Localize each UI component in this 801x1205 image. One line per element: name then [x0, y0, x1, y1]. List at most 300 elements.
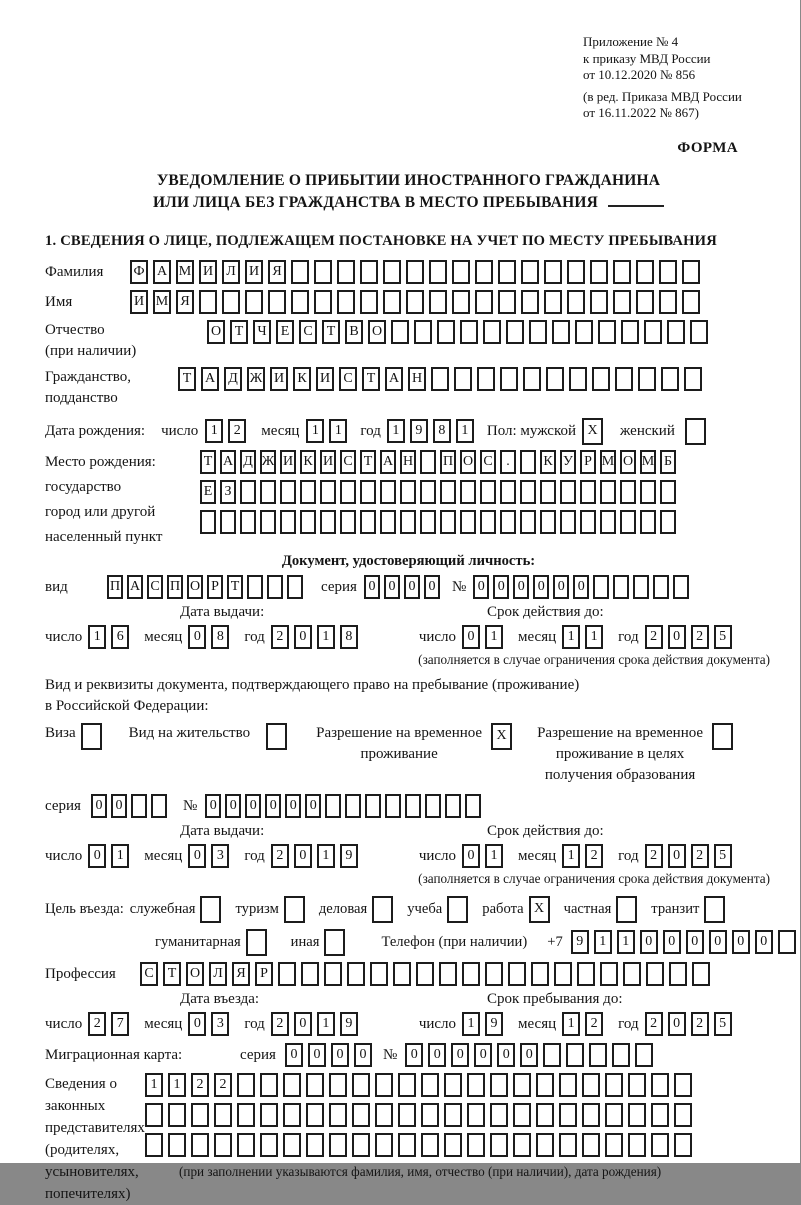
char-box[interactable]: О — [186, 962, 204, 986]
char-box[interactable] — [674, 1073, 692, 1097]
char-box[interactable] — [306, 1133, 324, 1157]
char-box[interactable]: 0 — [285, 1043, 303, 1067]
char-box[interactable]: 0 — [640, 930, 658, 954]
char-box[interactable]: 5 — [714, 625, 732, 649]
checkbox-cell[interactable] — [81, 723, 102, 750]
char-box[interactable] — [301, 962, 319, 986]
char-box[interactable]: Я — [176, 290, 194, 314]
char-box[interactable]: Я — [232, 962, 250, 986]
char-box[interactable]: М — [640, 450, 656, 474]
checkbox-cell[interactable] — [324, 929, 345, 956]
char-box[interactable]: 1 — [585, 625, 603, 649]
char-box[interactable]: С — [339, 367, 357, 391]
checkbox-cell[interactable] — [284, 896, 305, 923]
char-box[interactable]: 1 — [317, 1012, 335, 1036]
char-box[interactable] — [653, 575, 669, 599]
char-box[interactable]: Ф — [130, 260, 148, 284]
char-box[interactable]: 2 — [88, 1012, 106, 1036]
char-box[interactable] — [324, 962, 342, 986]
char-box[interactable]: 2 — [271, 625, 289, 649]
char-box[interactable]: 0 — [462, 625, 480, 649]
char-box[interactable]: 2 — [271, 844, 289, 868]
char-box[interactable] — [590, 290, 608, 314]
char-box[interactable]: 0 — [474, 1043, 492, 1067]
char-box[interactable] — [490, 1073, 508, 1097]
char-box[interactable] — [191, 1133, 209, 1157]
char-box[interactable] — [421, 1133, 439, 1157]
checkbox-cell[interactable] — [200, 896, 221, 923]
char-box[interactable] — [375, 1133, 393, 1157]
char-box[interactable]: С — [340, 450, 356, 474]
char-box[interactable]: В — [345, 320, 363, 344]
char-box[interactable]: К — [540, 450, 556, 474]
char-box[interactable]: 0 — [88, 844, 106, 868]
char-box[interactable]: Т — [362, 367, 380, 391]
char-box[interactable]: 0 — [245, 794, 261, 818]
char-box[interactable]: 9 — [340, 844, 358, 868]
char-box[interactable] — [420, 510, 436, 534]
char-box[interactable] — [529, 320, 547, 344]
char-box[interactable] — [600, 962, 618, 986]
char-box[interactable]: 1 — [329, 419, 347, 443]
char-box[interactable]: 8 — [211, 625, 229, 649]
char-box[interactable]: 0 — [285, 794, 301, 818]
char-box[interactable] — [439, 962, 457, 986]
char-box[interactable] — [260, 480, 276, 504]
char-box[interactable]: 0 — [308, 1043, 326, 1067]
char-box[interactable]: 2 — [585, 1012, 603, 1036]
char-box[interactable]: 1 — [562, 625, 580, 649]
char-box[interactable]: 9 — [571, 930, 589, 954]
char-box[interactable] — [684, 367, 702, 391]
char-box[interactable]: А — [380, 450, 396, 474]
char-box[interactable]: 8 — [340, 625, 358, 649]
char-box[interactable] — [636, 290, 654, 314]
char-box[interactable]: 1 — [145, 1073, 163, 1097]
char-box[interactable]: 0 — [294, 625, 312, 649]
char-box[interactable] — [620, 480, 636, 504]
char-box[interactable]: 0 — [188, 625, 206, 649]
char-box[interactable] — [651, 1103, 669, 1127]
char-box[interactable] — [590, 260, 608, 284]
char-box[interactable]: 0 — [573, 575, 589, 599]
char-box[interactable]: П — [167, 575, 183, 599]
char-box[interactable]: 1 — [387, 419, 405, 443]
char-box[interactable]: 0 — [225, 794, 241, 818]
char-box[interactable]: 0 — [755, 930, 773, 954]
char-box[interactable] — [560, 510, 576, 534]
char-box[interactable] — [640, 510, 656, 534]
char-box[interactable] — [444, 1133, 462, 1157]
char-box[interactable]: 1 — [205, 419, 223, 443]
char-box[interactable] — [337, 290, 355, 314]
char-box[interactable]: С — [140, 962, 158, 986]
char-box[interactable] — [628, 1133, 646, 1157]
char-box[interactable]: О — [368, 320, 386, 344]
char-box[interactable] — [660, 510, 676, 534]
char-box[interactable]: К — [293, 367, 311, 391]
char-box[interactable]: 0 — [111, 794, 127, 818]
char-box[interactable]: 0 — [497, 1043, 515, 1067]
checkbox-cell[interactable] — [616, 896, 637, 923]
char-box[interactable] — [589, 1043, 607, 1067]
char-box[interactable]: . — [500, 450, 516, 474]
char-box[interactable]: 3 — [211, 1012, 229, 1036]
checkbox-cell[interactable] — [712, 723, 733, 750]
char-box[interactable] — [385, 794, 401, 818]
char-box[interactable] — [673, 575, 689, 599]
char-box[interactable] — [582, 1103, 600, 1127]
char-box[interactable]: У — [560, 450, 576, 474]
char-box[interactable] — [237, 1103, 255, 1127]
char-box[interactable] — [544, 290, 562, 314]
char-box[interactable] — [352, 1133, 370, 1157]
char-box[interactable] — [200, 510, 216, 534]
checkbox-cell[interactable] — [447, 896, 468, 923]
char-box[interactable]: 1 — [88, 625, 106, 649]
char-box[interactable]: Н — [408, 367, 426, 391]
char-box[interactable]: О — [187, 575, 203, 599]
char-box[interactable]: 0 — [520, 1043, 538, 1067]
char-box[interactable] — [575, 320, 593, 344]
char-box[interactable] — [237, 1073, 255, 1097]
char-box[interactable] — [605, 1133, 623, 1157]
char-box[interactable]: 0 — [294, 1012, 312, 1036]
char-box[interactable]: 0 — [404, 575, 420, 599]
char-box[interactable] — [651, 1073, 669, 1097]
char-box[interactable]: 0 — [91, 794, 107, 818]
char-box[interactable]: И — [280, 450, 296, 474]
char-box[interactable]: И — [316, 367, 334, 391]
char-box[interactable] — [380, 510, 396, 534]
char-box[interactable]: О — [460, 450, 476, 474]
char-box[interactable] — [260, 1073, 278, 1097]
char-box[interactable] — [300, 480, 316, 504]
char-box[interactable] — [521, 290, 539, 314]
char-box[interactable] — [383, 260, 401, 284]
char-box[interactable] — [628, 1073, 646, 1097]
char-box[interactable]: Е — [276, 320, 294, 344]
char-box[interactable]: М — [600, 450, 616, 474]
char-box[interactable] — [520, 480, 536, 504]
char-box[interactable]: Т — [200, 450, 216, 474]
char-box[interactable] — [393, 962, 411, 986]
char-box[interactable]: Е — [200, 480, 216, 504]
char-box[interactable]: А — [220, 450, 236, 474]
char-box[interactable]: 0 — [294, 844, 312, 868]
char-box[interactable] — [582, 1073, 600, 1097]
char-box[interactable] — [391, 320, 409, 344]
char-box[interactable] — [452, 290, 470, 314]
char-box[interactable]: А — [385, 367, 403, 391]
char-box[interactable]: 0 — [451, 1043, 469, 1067]
char-box[interactable] — [360, 480, 376, 504]
char-box[interactable] — [280, 510, 296, 534]
char-box[interactable] — [559, 1073, 577, 1097]
char-box[interactable] — [500, 367, 518, 391]
char-box[interactable]: 0 — [533, 575, 549, 599]
char-box[interactable] — [278, 962, 296, 986]
char-box[interactable]: 2 — [645, 625, 663, 649]
char-box[interactable] — [513, 1073, 531, 1097]
char-box[interactable] — [613, 260, 631, 284]
char-box[interactable] — [536, 1133, 554, 1157]
char-box[interactable]: 1 — [462, 1012, 480, 1036]
char-box[interactable]: 1 — [562, 1012, 580, 1036]
char-box[interactable] — [640, 480, 656, 504]
char-box[interactable] — [440, 510, 456, 534]
char-box[interactable]: С — [299, 320, 317, 344]
char-box[interactable] — [546, 367, 564, 391]
char-box[interactable] — [566, 1043, 584, 1067]
char-box[interactable]: 9 — [485, 1012, 503, 1036]
char-box[interactable]: 0 — [428, 1043, 446, 1067]
char-box[interactable] — [360, 260, 378, 284]
char-box[interactable] — [168, 1133, 186, 1157]
char-box[interactable]: 8 — [433, 419, 451, 443]
char-box[interactable]: 1 — [317, 625, 335, 649]
char-box[interactable]: Р — [580, 450, 596, 474]
char-box[interactable] — [500, 510, 516, 534]
char-box[interactable] — [420, 450, 436, 474]
char-box[interactable] — [633, 575, 649, 599]
char-box[interactable]: 2 — [645, 1012, 663, 1036]
char-box[interactable] — [191, 1103, 209, 1127]
char-box[interactable] — [260, 1133, 278, 1157]
char-box[interactable] — [268, 290, 286, 314]
char-box[interactable]: 6 — [111, 625, 129, 649]
char-box[interactable] — [222, 290, 240, 314]
char-box[interactable]: П — [107, 575, 123, 599]
char-box[interactable] — [370, 962, 388, 986]
char-box[interactable]: 0 — [668, 625, 686, 649]
char-box[interactable]: С — [147, 575, 163, 599]
char-box[interactable] — [552, 320, 570, 344]
char-box[interactable]: Т — [322, 320, 340, 344]
char-box[interactable]: 0 — [709, 930, 727, 954]
char-box[interactable] — [636, 260, 654, 284]
char-box[interactable] — [283, 1073, 301, 1097]
char-box[interactable] — [283, 1133, 301, 1157]
char-box[interactable]: И — [270, 367, 288, 391]
char-box[interactable]: Б — [660, 450, 676, 474]
char-box[interactable]: П — [440, 450, 456, 474]
char-box[interactable] — [280, 480, 296, 504]
char-box[interactable]: 0 — [513, 575, 529, 599]
char-box[interactable] — [483, 320, 501, 344]
char-box[interactable]: 2 — [691, 625, 709, 649]
char-box[interactable]: 1 — [456, 419, 474, 443]
char-box[interactable] — [580, 510, 596, 534]
char-box[interactable] — [440, 480, 456, 504]
char-box[interactable] — [613, 575, 629, 599]
char-box[interactable] — [151, 794, 167, 818]
char-box[interactable] — [352, 1103, 370, 1127]
char-box[interactable] — [214, 1103, 232, 1127]
char-box[interactable] — [485, 962, 503, 986]
char-box[interactable] — [444, 1073, 462, 1097]
char-box[interactable] — [405, 794, 421, 818]
char-box[interactable] — [406, 290, 424, 314]
char-box[interactable] — [543, 1043, 561, 1067]
char-box[interactable] — [500, 480, 516, 504]
char-box[interactable]: О — [207, 320, 225, 344]
char-box[interactable] — [260, 510, 276, 534]
char-box[interactable] — [325, 794, 341, 818]
char-box[interactable]: 2 — [691, 844, 709, 868]
checkbox-cell[interactable]: X — [582, 418, 603, 445]
char-box[interactable] — [340, 510, 356, 534]
char-box[interactable]: 1 — [306, 419, 324, 443]
char-box[interactable] — [437, 320, 455, 344]
char-box[interactable]: 0 — [188, 844, 206, 868]
char-box[interactable] — [291, 290, 309, 314]
char-box[interactable] — [646, 962, 664, 986]
char-box[interactable] — [240, 480, 256, 504]
char-box[interactable] — [620, 510, 636, 534]
char-box[interactable] — [559, 1133, 577, 1157]
char-box[interactable]: 0 — [265, 794, 281, 818]
char-box[interactable] — [692, 962, 710, 986]
char-box[interactable] — [682, 290, 700, 314]
char-box[interactable] — [638, 367, 656, 391]
char-box[interactable] — [600, 510, 616, 534]
char-box[interactable]: 0 — [473, 575, 489, 599]
char-box[interactable] — [475, 260, 493, 284]
char-box[interactable] — [536, 1103, 554, 1127]
char-box[interactable]: Р — [255, 962, 273, 986]
char-box[interactable]: 0 — [668, 1012, 686, 1036]
char-box[interactable] — [347, 962, 365, 986]
char-box[interactable]: А — [127, 575, 143, 599]
char-box[interactable] — [593, 575, 609, 599]
char-box[interactable] — [498, 290, 516, 314]
char-box[interactable] — [406, 260, 424, 284]
char-box[interactable]: 0 — [331, 1043, 349, 1067]
char-box[interactable] — [651, 1133, 669, 1157]
char-box[interactable] — [498, 260, 516, 284]
char-box[interactable] — [465, 794, 481, 818]
char-box[interactable] — [400, 510, 416, 534]
char-box[interactable] — [605, 1073, 623, 1097]
char-box[interactable] — [598, 320, 616, 344]
char-box[interactable] — [467, 1103, 485, 1127]
char-box[interactable] — [245, 290, 263, 314]
char-box[interactable]: 1 — [562, 844, 580, 868]
char-box[interactable] — [600, 480, 616, 504]
char-box[interactable] — [605, 1103, 623, 1127]
char-box[interactable]: Т — [178, 367, 196, 391]
char-box[interactable] — [314, 260, 332, 284]
char-box[interactable]: Ч — [253, 320, 271, 344]
char-box[interactable] — [345, 794, 361, 818]
char-box[interactable]: 0 — [462, 844, 480, 868]
char-box[interactable]: 2 — [191, 1073, 209, 1097]
char-box[interactable] — [690, 320, 708, 344]
char-box[interactable] — [540, 510, 556, 534]
char-box[interactable] — [613, 290, 631, 314]
char-box[interactable]: 5 — [714, 844, 732, 868]
char-box[interactable] — [431, 367, 449, 391]
char-box[interactable] — [314, 290, 332, 314]
char-box[interactable] — [506, 320, 524, 344]
char-box[interactable] — [490, 1133, 508, 1157]
char-box[interactable]: М — [153, 290, 171, 314]
char-box[interactable] — [340, 480, 356, 504]
char-box[interactable]: 2 — [691, 1012, 709, 1036]
char-box[interactable] — [247, 575, 263, 599]
char-box[interactable] — [659, 290, 677, 314]
char-box[interactable] — [445, 794, 461, 818]
char-box[interactable] — [513, 1103, 531, 1127]
char-box[interactable] — [612, 1043, 630, 1067]
char-box[interactable] — [523, 367, 541, 391]
char-box[interactable]: Ж — [260, 450, 276, 474]
char-box[interactable]: Ж — [247, 367, 265, 391]
char-box[interactable]: 0 — [686, 930, 704, 954]
char-box[interactable] — [467, 1073, 485, 1097]
char-box[interactable]: 9 — [340, 1012, 358, 1036]
char-box[interactable] — [674, 1103, 692, 1127]
char-box[interactable]: 1 — [594, 930, 612, 954]
char-box[interactable] — [398, 1073, 416, 1097]
char-box[interactable]: 1 — [485, 625, 503, 649]
char-box[interactable] — [462, 962, 480, 986]
char-box[interactable]: 0 — [553, 575, 569, 599]
char-box[interactable]: 0 — [493, 575, 509, 599]
char-box[interactable]: 1 — [168, 1073, 186, 1097]
char-box[interactable] — [383, 290, 401, 314]
char-box[interactable]: 1 — [485, 844, 503, 868]
checkbox-cell[interactable] — [685, 418, 706, 445]
char-box[interactable] — [580, 480, 596, 504]
char-box[interactable] — [375, 1073, 393, 1097]
char-box[interactable] — [615, 367, 633, 391]
char-box[interactable]: Т — [360, 450, 376, 474]
char-box[interactable]: 2 — [214, 1073, 232, 1097]
char-box[interactable] — [567, 260, 585, 284]
char-box[interactable] — [520, 450, 536, 474]
char-box[interactable] — [460, 510, 476, 534]
char-box[interactable] — [320, 480, 336, 504]
checkbox-cell[interactable] — [372, 896, 393, 923]
char-box[interactable] — [421, 1073, 439, 1097]
char-box[interactable] — [237, 1133, 255, 1157]
char-box[interactable]: Т — [227, 575, 243, 599]
char-box[interactable] — [452, 260, 470, 284]
char-box[interactable] — [475, 290, 493, 314]
char-box[interactable]: А — [201, 367, 219, 391]
char-box[interactable] — [199, 290, 217, 314]
char-box[interactable] — [414, 320, 432, 344]
char-box[interactable]: Т — [230, 320, 248, 344]
char-box[interactable] — [480, 510, 496, 534]
char-box[interactable] — [306, 1073, 324, 1097]
checkbox-cell[interactable] — [704, 896, 725, 923]
char-box[interactable] — [569, 367, 587, 391]
char-box[interactable]: 9 — [410, 419, 428, 443]
char-box[interactable]: И — [320, 450, 336, 474]
char-box[interactable] — [490, 1103, 508, 1127]
char-box[interactable] — [454, 367, 472, 391]
char-box[interactable]: 0 — [668, 844, 686, 868]
char-box[interactable] — [560, 480, 576, 504]
char-box[interactable]: 7 — [111, 1012, 129, 1036]
char-box[interactable] — [531, 962, 549, 986]
char-box[interactable] — [644, 320, 662, 344]
char-box[interactable] — [628, 1103, 646, 1127]
char-box[interactable]: 1 — [317, 844, 335, 868]
